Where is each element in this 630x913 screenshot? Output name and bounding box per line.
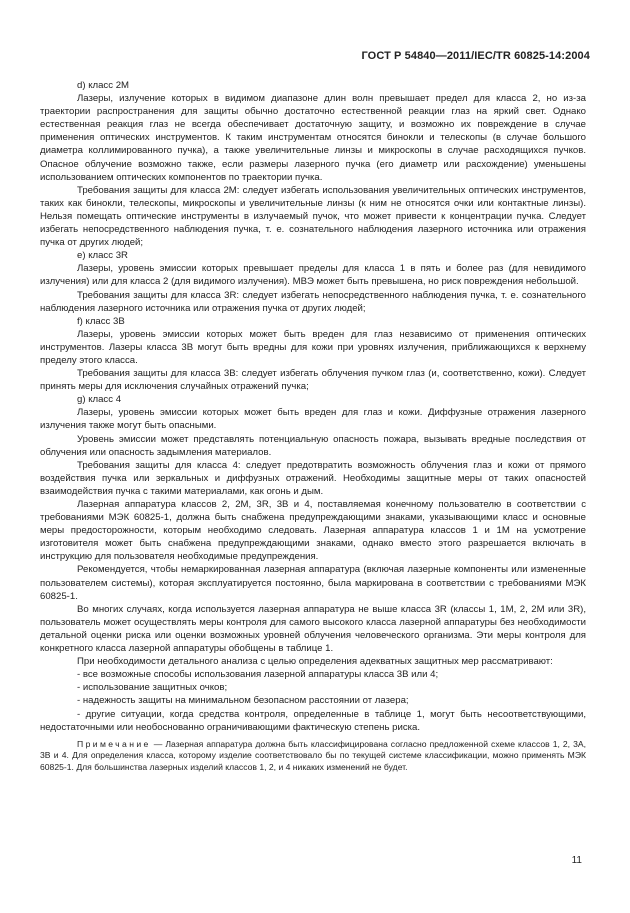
document-header: ГОСТ Р 54840—2011/IEC/TR 60825-14:2004 bbox=[361, 50, 590, 62]
control-measures-paragraph: Во многих случаях, когда используется лазерная аппаратура не выше класса 3R (классы 1, 1M, 2, 2M или 3R), пользователь может осуществлять меры контроля для самого высокого класса лазерной аппаратуры без необходимости детальной оценки риска или оценки возможных уровней облучения человеческого организма. Эти меры контроля для конкретного класса лазерной аппаратуры обобщены в таблице 1. bbox=[40, 603, 586, 655]
list-item: - использование защитных очков; bbox=[77, 682, 228, 694]
note-text: — Лазерная аппаратура должна быть классифицирована согласно предложенной схеме классов 1, 2, 3A, 3B и 4. Для определения класса, которому изделие соответствовало бы по текущей системе классификации, можно применять МЭК 60825-1. Для большинства лазерных изделий классов 1, 2, и 4 никаких изменений не будет. bbox=[40, 738, 586, 772]
class-3r-heading: e) класс 3R bbox=[77, 250, 128, 262]
class-3r-description: Лазеры, уровень эмиссии которых превышает пределы для класса 1 в пять и более раз (для невидимого излучения) или для класса 2 (для видимого излучения). МВЭ может быть превышена, но риск повреждения небольшой. bbox=[40, 263, 586, 288]
warning-labels-paragraph: Лазерная аппаратура классов 2, 2M, 3R, 3B и 4, поставляемая конечному пользователю в соответствии с требованиями МЭК 60825-1, должна быть снабжена предупреждающими знаками, указывающими класс и основные меры предосторожности, которым необходимо следовать. Лазерная аппаратура классов 1 и 1M на усмотрение изготовителя может быть снабжена предупреждающими знаками, однако вместо этого разрешается включать в инструкцию для пользователя необходимые предупреждения. bbox=[40, 499, 586, 563]
class-2m-requirements: Требования защиты для класса 2M: следует избегать использования увеличительных оптических инструментов, таких как бинокли, телескопы, микроскопы и увеличительные линзы (к ним не относятся очки или контактные линзы). Нельзя помещать оптические инструменты в излучаемый пучок, что может привести к концентрации пучка. Следует избегать непосредственного наблюдения пучка, т. е. сознательного наблюдения лазерного источника или отражения пучка от других людей; bbox=[40, 184, 586, 249]
list-item: - другие ситуации, когда средства контроля, определенные в таблице 1, могут быть несоответствующими, недостаточными или необоснованно ограничивающими фактическую степень риска. bbox=[40, 708, 586, 733]
list-item: - надежность защиты на минимальном безопасном расстоянии от лазера; bbox=[77, 695, 409, 707]
class-3b-heading: f) класс 3B bbox=[77, 315, 125, 327]
detailed-analysis-paragraph: При необходимости детального анализа с целью определения адекватных защитных мер рассматривают: bbox=[77, 656, 553, 668]
class-4-emission-level: Уровень эмиссии может представлять потенциальную опасность пожара, вызывать вредные последствия от облучения или опасность задымления материалов. bbox=[40, 433, 586, 458]
document-body bbox=[40, 79, 586, 773]
recommendation-paragraph: Рекомендуется, чтобы немаркированная лазерная аппаратура (включая лазерные компоненты или измененные пользователем системы), которая эксплуатируется постоянно, была маркирована в соответствии с требованиями МЭК 60825-1. bbox=[40, 564, 586, 602]
class-4-description: Лазеры, уровень эмиссии которых может быть вреден для глаз и кожи. Диффузные отражения лазерного излучения также могут быть опасными. bbox=[40, 407, 586, 432]
class-4-heading: g) класс 4 bbox=[77, 394, 122, 406]
class-2m-heading: d) класс 2M bbox=[77, 80, 130, 91]
class-4-requirements: Требования защиты для класса 4: следует предотвратить возможность облучения глаз и кожи от прямого воздействия пучка или зеркальных и диффузных отражений. Необходимы защитные меры от таких опасностей взаимодействия пучка с такими материалами, как огонь и дым. bbox=[40, 459, 586, 497]
class-3r-requirements: Требования защиты для класса 3R: следует избегать непосредственного наблюдения пучка, т. е. сознательного наблюдения лазерного источника или отражения пучка от других людей; bbox=[40, 289, 586, 314]
note-label: Примечание bbox=[77, 738, 151, 749]
list-item: - все возможные способы использования лазерной аппаратуры класса 3B или 4; bbox=[77, 669, 439, 681]
class-2m-description: Лазеры, излучение которых в видимом диапазоне длин волн превышает предел для класса 2, но из-за траектории распространения для защиты обычно достаточно естественной реакции глаз на яркий свет. Однако естественная реакция глаз не всегда обеспечивает достаточную защиту, и возможно их повреждение в случае применения оптических инструментов. К таким инструментам относятся бинокли и телескопы (в случае большого диаметра коллимированного пучка), а также увеличительные линзы и микроскопы в случае расходящихся пучков. Опасное облучение возможно также, если размеры лазерного пучка (его диаметр или расхождение) уменьшены использованием оптических компонентов по траектории пучка. bbox=[40, 93, 586, 183]
page-number: 11 bbox=[571, 855, 582, 866]
note bbox=[40, 739, 586, 774]
class-3b-requirements: Требования защиты для класса 3B: следует избегать облучения пучком глаз (и, соответственно, кожи). Следует принять меры для исключения случайных отражений пучка; bbox=[40, 368, 586, 393]
class-3b-description: Лазеры, уровень эмиссии которых может быть вреден для глаз независимо от применения оптических инструментов. Лазеры класса 3B могут быть вредны для кожи при уровнях излучения, приближающихся к верхнему пределу этого класса. bbox=[40, 328, 586, 366]
